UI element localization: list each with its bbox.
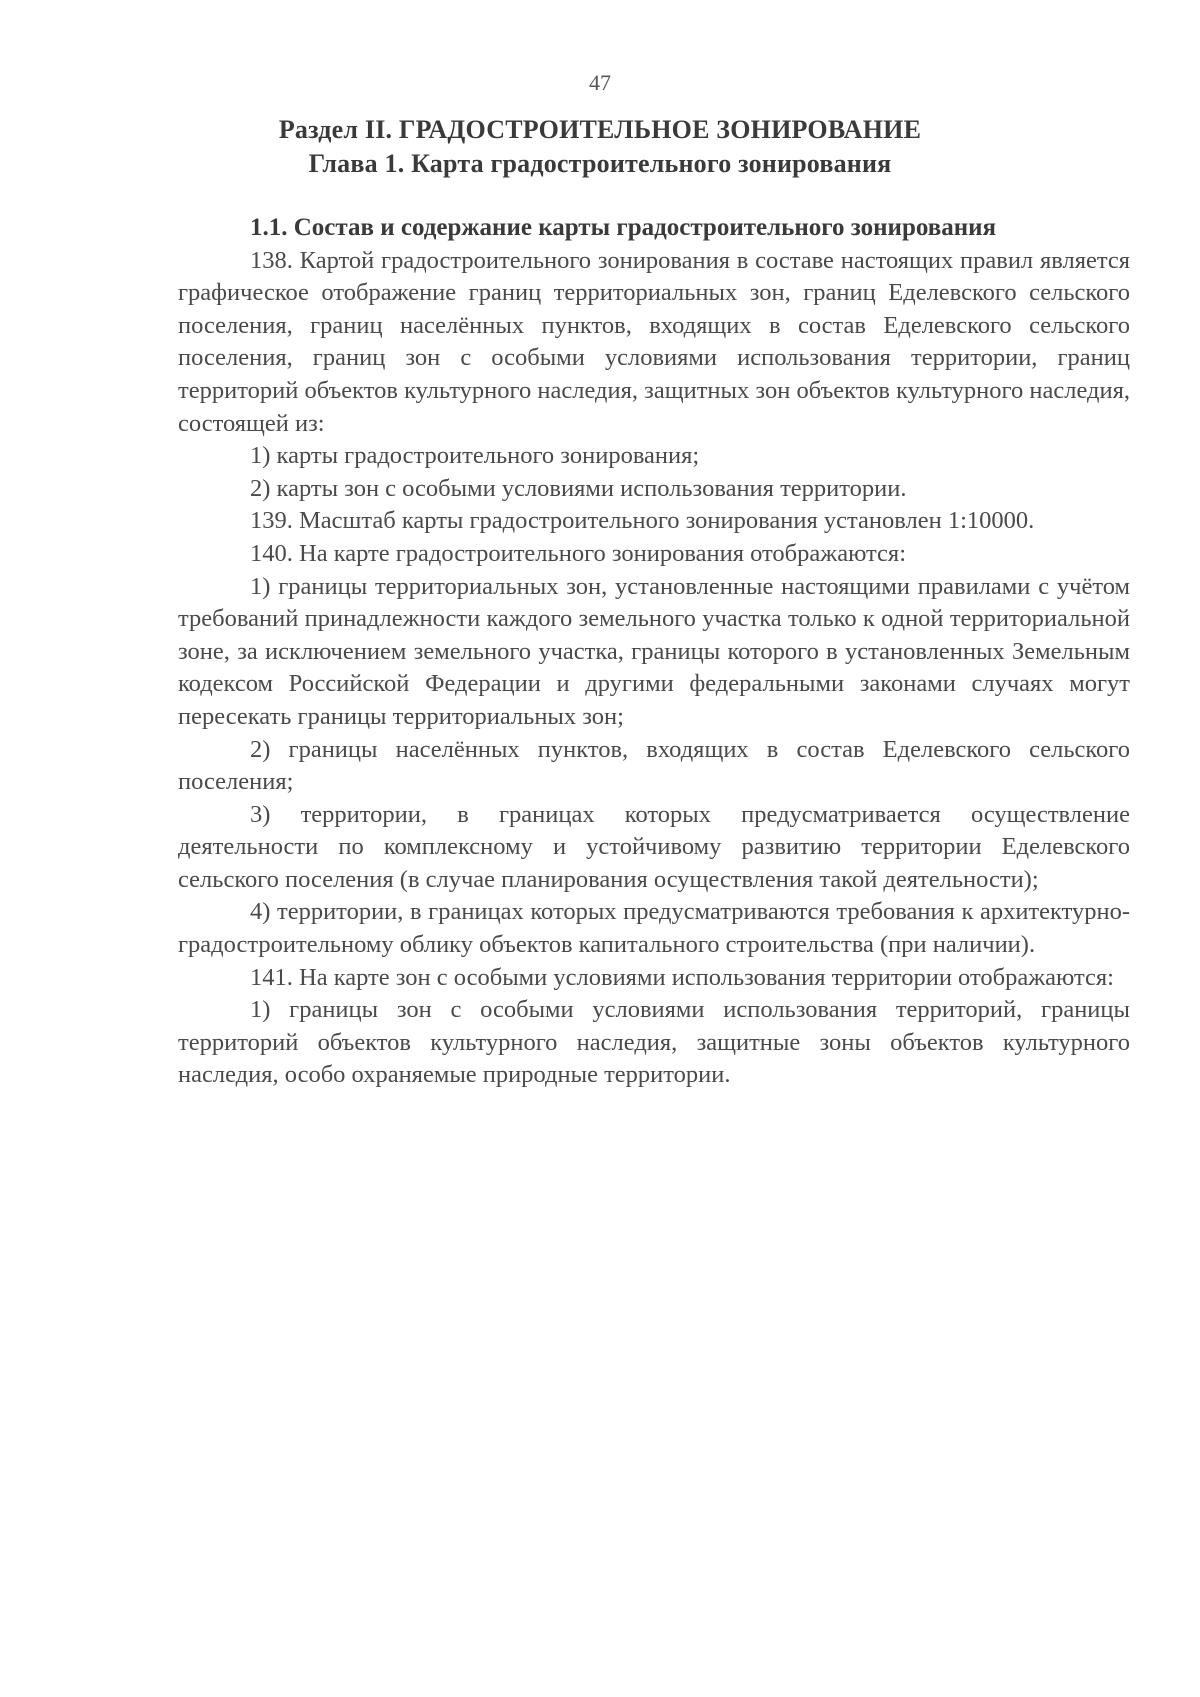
document-body bbox=[178, 212, 1130, 1092]
list-item: 3) территории, в границах которых предусматривается осуществление деятельности по комплексному и устойчивому развитию территории Еделевского сельского поселения (в случае планирования осуществления такой деятельности); bbox=[178, 800, 1130, 893]
subsection-title: 1.1. Состав и содержание карты градостроительного зонирования bbox=[250, 214, 997, 241]
list-item: 2) карты зон с особыми условиями использования территории. bbox=[250, 474, 907, 502]
page-number: 47 bbox=[589, 70, 611, 95]
section-title: Раздел II. ГРАДОСТРОИТЕЛЬНОЕ ЗОНИРОВАНИЕ bbox=[278, 115, 922, 144]
paragraph: 141. На карте зон с особыми условиями использования территории отображаются: bbox=[250, 963, 1114, 991]
paragraph: 138. Картой градостроительного зонирования в составе настоящих правил является графическое отображение границ территориальных зон, границ Еделевского сельского поселения, границ населённых пунктов, входящих в состав Еделевского сельского поселения, границ зон с особыми условиями использования территории, границ территорий объектов культурного наследия, защитных зон объектов культурного наследия, состоящей из: bbox=[178, 246, 1130, 437]
chapter-title: Глава 1. Карта градостроительного зонирования bbox=[308, 149, 892, 178]
list-item: 1) границы зон с особыми условиями использования территорий, границы территорий объектов культурного наследия, защитные зоны объектов культурного наследия, особо охраняемые природные территории. bbox=[178, 996, 1130, 1089]
list-item: 1) границы территориальных зон, установленные настоящими правилами с учётом требований принадлежности каждого земельного участка только к одной территориальной зоне, за исключением земельного участка, границы которого в установленных Земельным кодексом Российской Федерации и другими федеральными законами случаях могут пересекать границы территориальных зон; bbox=[178, 572, 1130, 730]
list-item: 4) территории, в границах которых предусматриваются требования к архитектурно-градостроительному облику объектов капитального строительства (при наличии). bbox=[178, 898, 1130, 959]
paragraph: 139. Масштаб карты градостроительного зонирования установлен 1:10000. bbox=[250, 507, 1035, 535]
list-item: 1) карты градостроительного зонирования; bbox=[250, 442, 700, 470]
heading-block bbox=[0, 113, 1200, 181]
paragraph: 140. На карте градостроительного зонирования отображаются: bbox=[250, 539, 907, 567]
list-item: 2) границы населённых пунктов, входящих в состав Еделевского сельского поселения; bbox=[178, 735, 1130, 796]
